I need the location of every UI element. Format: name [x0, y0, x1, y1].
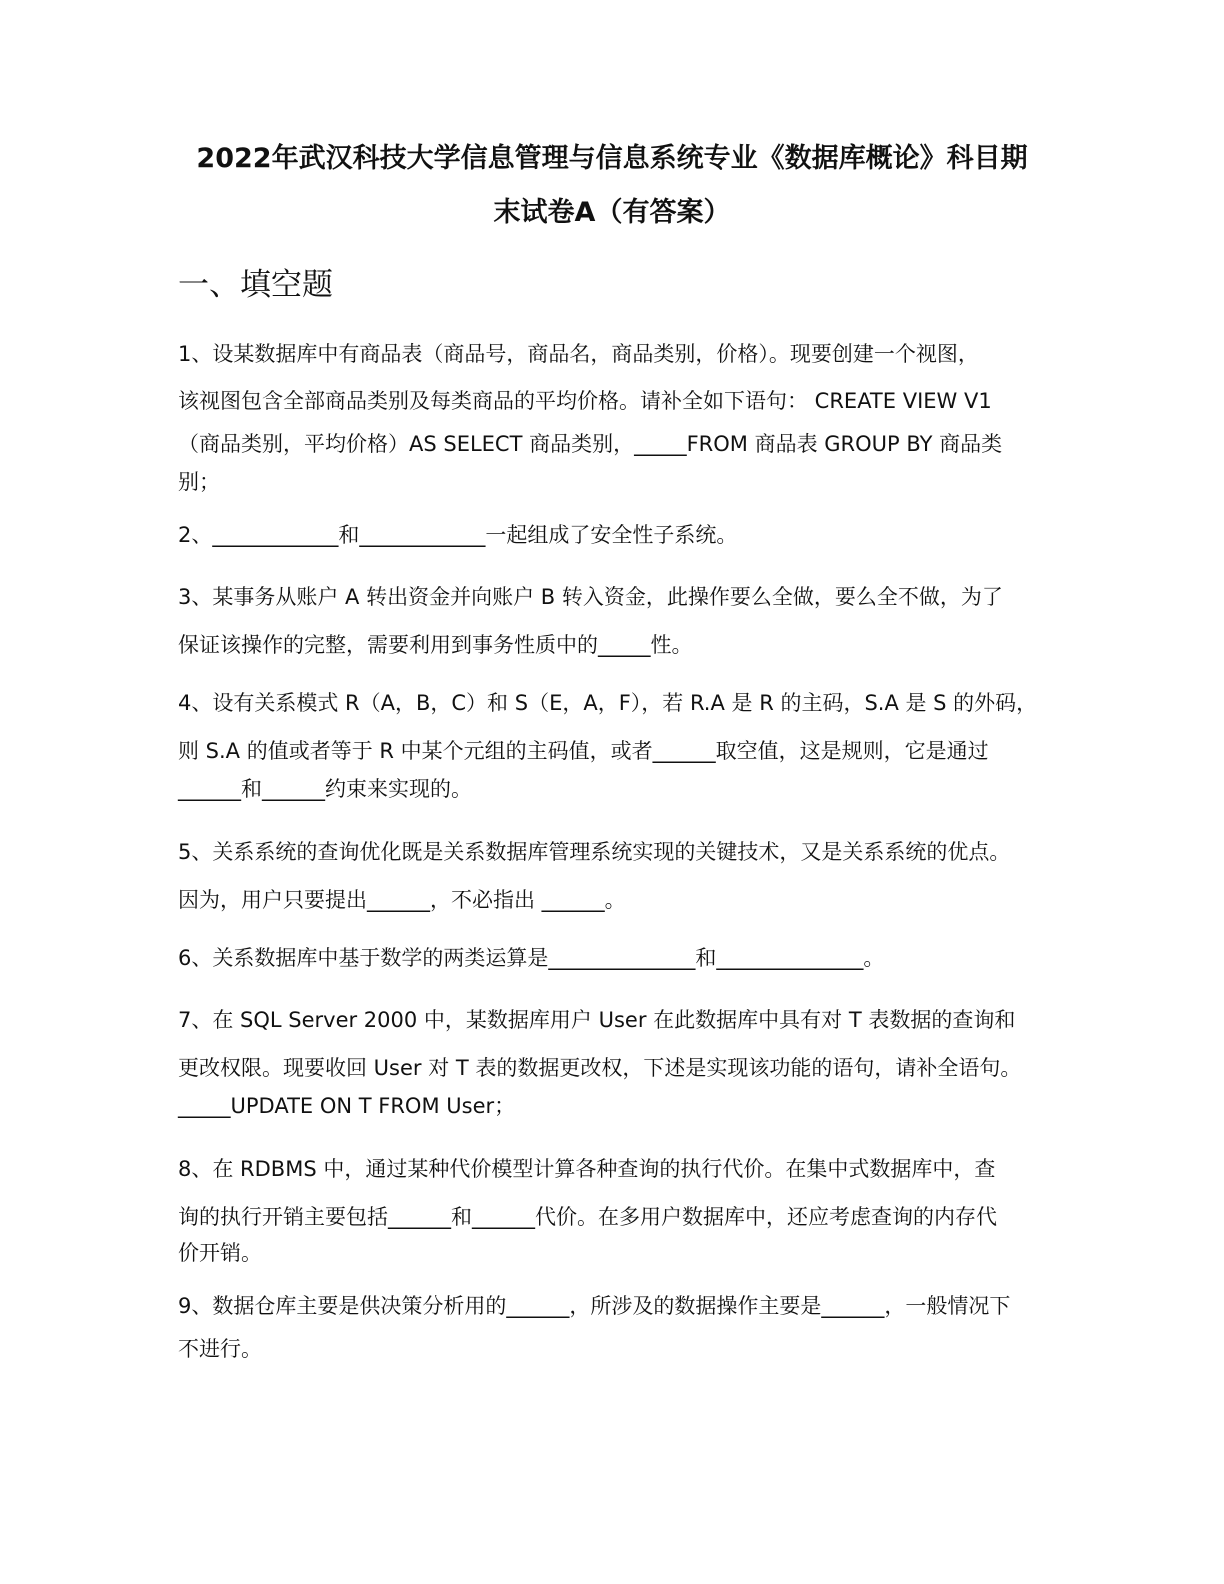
question-3-line-2: 保证该操作的完整，需要利用到事务性质中的_____性。 [178, 633, 693, 657]
document-title-line-1: 2022年武汉科技大学信息管理与信息系统专业《数据库概论》科目期 [196, 143, 1028, 174]
question-7-line-3: _____UPDATE ON T FROM User； [178, 1094, 516, 1118]
question-8-line-2: 询的执行开销主要包括______和______代价。在多用户数据库中，还应考虑查询的内存代 [178, 1205, 997, 1229]
question-5-line-2: 因为，用户只要提出______，不必指出 ______。 [178, 888, 626, 912]
question-8-line-1: 8、在 RDBMS 中，通过某种代价模型计算各种查询的执行代价。在集中式数据库中，查 [178, 1157, 996, 1181]
question-2-line-1: 2、____________和____________一起组成了安全性子系统。 [178, 523, 738, 547]
question-4-line-3: ______和______约束来实现的。 [178, 777, 472, 801]
question-3-line-1: 3、某事务从账户 A 转出资金并向账户 B 转入资金，此操作要么全做，要么全不做，为了 [178, 585, 1003, 609]
question-1-line-1: 1、设某数据库中有商品表（商品号，商品名，商品类别，价格）。现要创建一个视图， [178, 342, 979, 366]
question-8-line-3: 价开销。 [178, 1241, 262, 1265]
question-4-line-2: 则 S.A 的值或者等于 R 中某个元组的主码值，或者______取空值，这是规则，它是通过 [178, 739, 989, 763]
section-heading: 一、填空题 [178, 267, 333, 303]
question-9-line-2: 不进行。 [178, 1337, 262, 1361]
question-4-line-1: 4、设有关系模式 R（A，B，C）和 S（E，A，F），若 R.A 是 R 的主码，S.A 是 S 的外码， [178, 691, 1038, 715]
question-6-line-1: 6、关系数据库中基于数学的两类运算是______________和______________。 [178, 946, 885, 970]
question-7-line-1: 7、在 SQL Server 2000 中，某数据库用户 User 在此数据库中具有对 T 表数据的查询和 [178, 1008, 1016, 1032]
question-7-line-2: 更改权限。现要收回 User 对 T 表的数据更改权，下述是实现该功能的语句，请补全语句。 [178, 1056, 1022, 1080]
question-1-line-4: 别； [178, 470, 220, 494]
document-title-line-2: 末试卷A（有答案） [493, 197, 731, 228]
question-1-line-3: （商品类别，平均价格）AS SELECT 商品类别，_____FROM 商品表 GROUP BY 商品类 [178, 432, 1003, 456]
question-1-line-2: 该视图包含全部商品类别及每类商品的平均价格。请补全如下语句： CREATE VIEW V1 [178, 389, 992, 413]
question-5-line-1: 5、关系系统的查询优化既是关系数据库管理系统实现的关键技术，又是关系系统的优点。 [178, 840, 1011, 864]
question-9-line-1: 9、数据仓库主要是供决策分析用的______，所涉及的数据操作主要是______，一般情况下 [178, 1294, 1011, 1318]
